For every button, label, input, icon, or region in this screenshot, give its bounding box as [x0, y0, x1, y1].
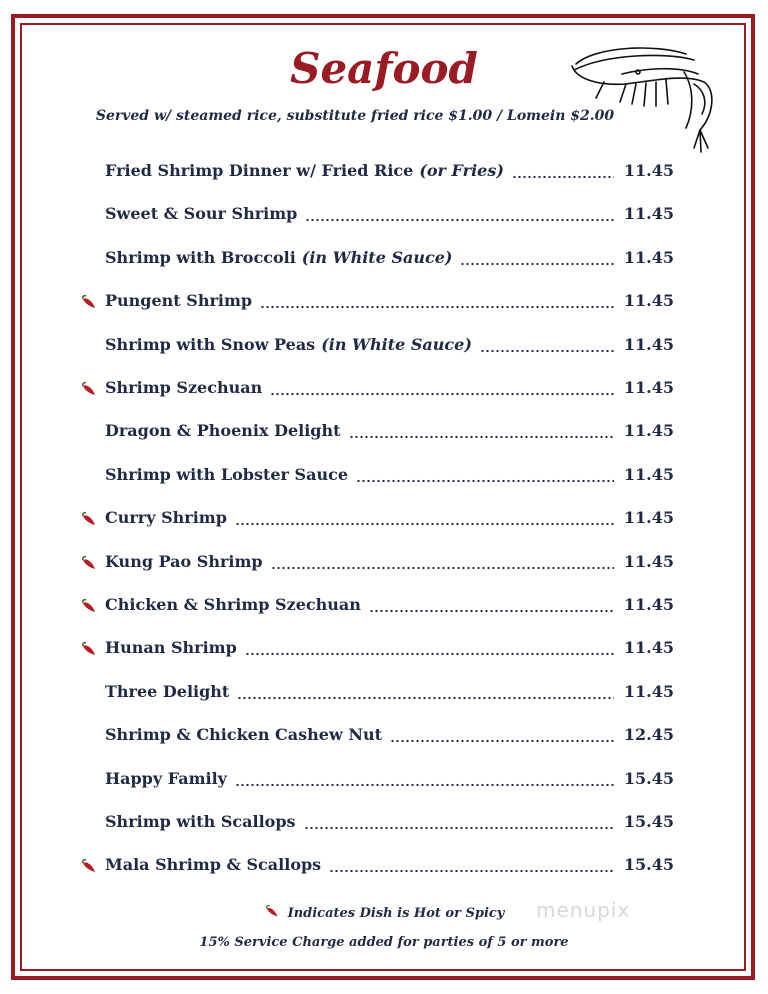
menu-item: [105, 291, 674, 315]
menu-item-name: Fried Shrimp Dinner w/ Fried Rice: [105, 161, 414, 180]
menu-item-note: (in White Sauce): [301, 248, 453, 267]
chili-pepper-icon: [80, 556, 100, 572]
dot-leader: [245, 652, 614, 656]
dot-leader: [304, 826, 614, 830]
dot-leader: [390, 739, 614, 743]
menu-item-name: Pungent Shrimp: [105, 291, 253, 310]
menu-item-price: 11.45: [623, 161, 674, 180]
menu-item-price: 11.45: [623, 595, 674, 614]
page-subtitle: Served w/ steamed rice, substitute fried rice $1.00 / Lomein $2.00: [95, 108, 615, 124]
menu-item: [105, 855, 674, 879]
menu-item-price: 11.45: [623, 335, 674, 354]
dot-leader: [480, 349, 614, 353]
watermark: menupix: [536, 898, 631, 922]
menu-item-name: Shrimp with Lobster Sauce: [105, 465, 348, 484]
menu-item: [105, 378, 674, 402]
menu-item-name: Shrimp & Chicken Cashew Nut: [105, 725, 382, 744]
menu-item-name: Dragon & Phoenix Delight: [105, 421, 341, 440]
menu-item: [105, 161, 674, 185]
menu-item-name: Chicken & Shrimp Szechuan: [105, 595, 361, 614]
chili-pepper-icon: [80, 859, 100, 875]
dot-leader: [270, 392, 614, 396]
menu-item: [105, 638, 674, 662]
menu-item: [105, 335, 674, 359]
dot-leader: [260, 305, 614, 309]
dot-leader: [512, 175, 614, 179]
dot-leader: [329, 869, 614, 873]
menu-item-price: 11.45: [623, 248, 674, 267]
menu-item-price: 11.45: [623, 682, 674, 701]
chili-pepper-icon: [264, 905, 282, 919]
dot-leader: [460, 262, 613, 266]
dot-leader: [237, 696, 614, 700]
menu-item-name: Sweet & Sour Shrimp: [105, 204, 298, 223]
menu-item-price: 11.45: [623, 638, 674, 657]
menu-item: [105, 421, 674, 445]
menu-item-name: Curry Shrimp: [105, 508, 227, 527]
menu-item-price: 15.45: [623, 855, 674, 874]
menu-item-name: Hunan Shrimp: [105, 638, 237, 657]
dot-leader: [235, 522, 614, 526]
menu-item-name: Happy Family: [105, 769, 227, 788]
dot-leader: [349, 435, 614, 439]
menu-item-name: Shrimp with Broccoli: [105, 248, 296, 267]
dot-leader: [305, 218, 614, 222]
menu-item: [105, 204, 674, 228]
menu-item: [105, 812, 674, 836]
menu-item-price: 11.45: [623, 291, 674, 310]
dot-leader: [235, 783, 614, 787]
menu-item-price: 12.45: [623, 725, 674, 744]
dot-leader: [369, 609, 614, 613]
chili-pepper-icon: [80, 599, 100, 615]
chili-pepper-icon: [80, 382, 100, 398]
chili-pepper-icon: [80, 295, 100, 311]
menu-item-note: (in White Sauce): [321, 335, 472, 354]
menu-item: [105, 769, 674, 793]
menu-item-name: Kung Pao Shrimp: [105, 552, 263, 571]
service-charge-note: 15% Service Charge added for parties of 5 or more: [199, 935, 569, 950]
dot-leader: [356, 479, 614, 483]
menu-item-name: Shrimp with Snow Peas: [105, 335, 316, 354]
menu-item-price: 11.45: [623, 421, 674, 440]
page-title: Seafood: [290, 44, 478, 93]
shrimp-icon: [566, 44, 726, 154]
menu-item-name: Shrimp Szechuan: [105, 378, 263, 397]
menu-item-name: Mala Shrimp & Scallops: [105, 855, 322, 874]
menu-item: [105, 725, 674, 749]
menu-item-price: 11.45: [623, 465, 674, 484]
menu-item-name: Shrimp with Scallops: [105, 812, 296, 831]
menu-item-price: 11.45: [623, 552, 674, 571]
menu-item-price: 11.45: [623, 378, 674, 397]
menu-item: [105, 552, 674, 576]
menu-item-price: 15.45: [623, 812, 674, 831]
menu-item-price: 11.45: [623, 204, 674, 223]
menu-item: [105, 248, 674, 272]
menu-item: [105, 595, 674, 619]
menu-item: [105, 508, 674, 532]
menu-item-price: 15.45: [623, 769, 674, 788]
menu-item-name: Three Delight: [105, 682, 230, 701]
menu-item-price: 11.45: [623, 508, 674, 527]
menu-item: [105, 682, 674, 706]
chili-pepper-icon: [80, 512, 100, 528]
spicy-legend: [0, 905, 768, 921]
menu-item-note: (or Fries): [419, 161, 504, 180]
chili-pepper-icon: [80, 642, 100, 658]
dot-leader: [271, 566, 614, 570]
menu-item: [105, 465, 674, 489]
legend-text: Indicates Dish is Hot or Spicy: [287, 906, 505, 921]
